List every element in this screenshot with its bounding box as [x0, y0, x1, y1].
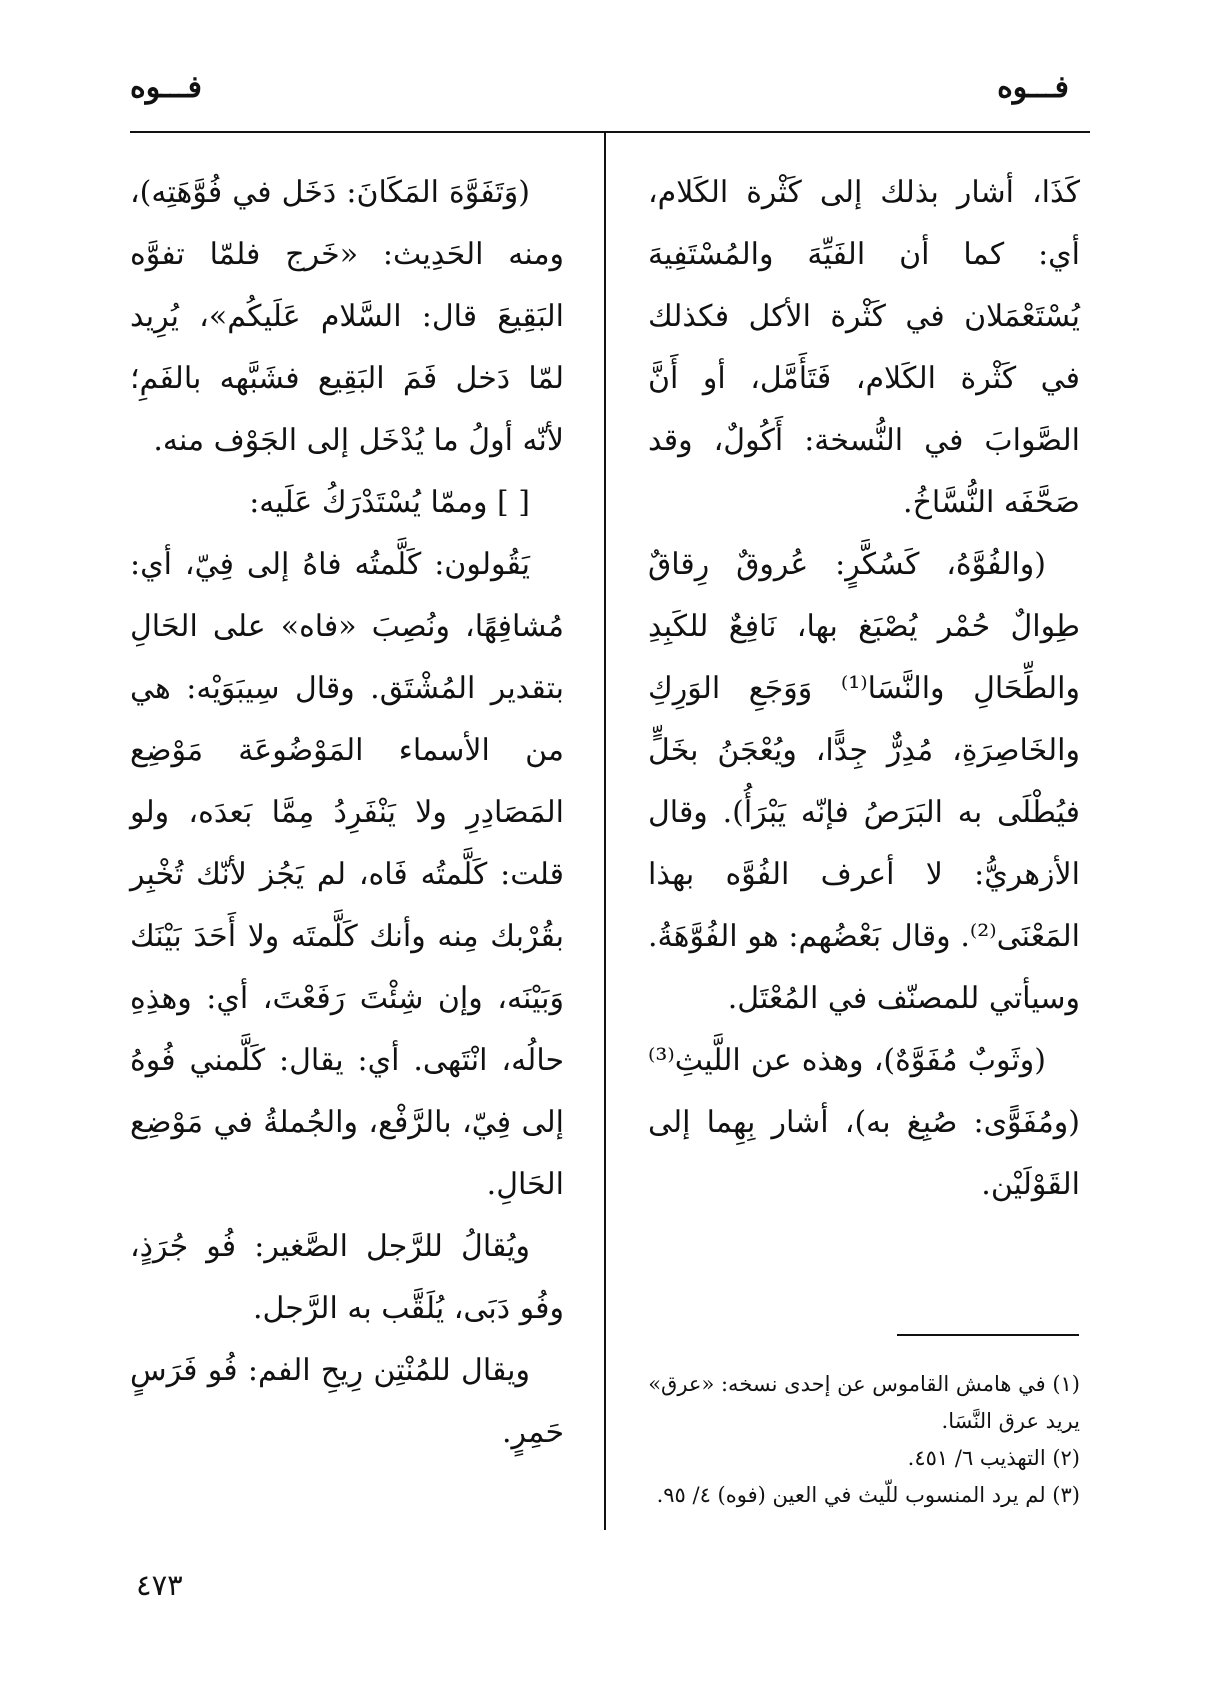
page-number: ٤٧٣ — [136, 1568, 183, 1602]
left-column — [130, 162, 564, 1464]
footnote-rule — [897, 1334, 1079, 1336]
header-rule — [130, 131, 1090, 133]
footnote: (٢) التهذيب ٦/ ٤٥١. — [907, 1446, 1080, 1470]
left-paragraph: (وَتَفَوَّهَ المَكَانَ: دَخَل في فُوَّهَتِه)، ومنه الحَدِيث: «خَرج فلمّا تفوَّه البَقِيعَ قال: السَّلام عَلَيكُم»، يُرِيد لمّا دَخل فَمَ البَقِيع فشَبَّهه بالفَمِ؛ لأنّه أولُ ما يُدْخَل إلى الجَوْف منه. — [130, 175, 564, 458]
right-paragraph: (والفُوَّهُ، كَسُكَّرٍ: عُروقٌ رِقاقٌ طِوالٌ حُمْر يُصْبَغ بها، نَافِعٌ للكَبِدِ والطِّحَالِ والنَّسَا⁽¹⁾ وَوَجَعِ الوَرِكِ والخَاصِرَةِ، مُدِرٌّ جِدًّا، ويُعْجَنُ بخَلٍّ فيُطْلَى به البَرَصُ فإنّه يَبْرَأُ). وقال الأزهريُّ: لا أعرف الفُوَّه بهذا المَعْنَى⁽²⁾. وقال بَعْضُهم: هو الفُوَّهَةُ. وسيأتي للمصنّف في المُعْتَل. — [648, 547, 1080, 1016]
running-header-right: فـــوه — [997, 70, 1069, 105]
right-paragraph: (وثَوبٌ مُفَوَّهٌ)، وهذه عن اللَّيثِ⁽³⁾ (ومُفَوًّى: صُبِغ به)، أشار بِهِما إلى القَوْلَيْن. — [648, 1043, 1080, 1202]
column-divider — [604, 133, 606, 1530]
footnote: (٣) لم يرد المنسوب للّيث في العين (فوه) ٤/ ٩٥. — [656, 1483, 1080, 1507]
footnotes — [648, 1366, 1080, 1514]
right-paragraph: كَذَا، أشار بذلك إلى كَثْرة الكَلام، أي: كما أن الفَيِّهَ والمُسْتَفِيهَ يُسْتَعْمَلان في كَثْرة الأكل فكذلك في كَثْرة الكَلام، فَتَأَمَّل، أو أَنَّ الصَّوابَ في النُّسخة: أَكُولٌ، وقد صَحَّفَه النُّسَّاخُ. — [648, 175, 1080, 520]
left-paragraph: ويُقالُ للرَّجل الصَّغير: فُو جُرَذٍ، وفُو دَبَى، يُلَقَّب به الرَّجل. — [130, 1229, 564, 1326]
running-header-left: فـــوه — [130, 70, 202, 105]
left-paragraph: [ ] وممّا يُسْتَدْرَكُ عَلَيه: — [249, 485, 530, 520]
right-column — [648, 162, 1080, 1216]
left-paragraph: يَقُولون: كَلَّمتُه فاهُ إلى فِيّ، أي: مُشافِهًا، ونُصِبَ «فاه» على الحَالِ بتقدير المُشْتَق. وقال سِيبَوَيْه: هي من الأسماء المَوْضُوعَة مَوْضِع المَصَادِرِ ولا يَنْفَرِدُ مِمَّا بَعدَه، ولو قلت: كَلَّمتُه فَاه، لم يَجُز لأنّك تُخْبِر بقُرْبك مِنه وأنك كَلَّمتَه ولا أَحَدَ بَيْنَك وَبَيْنَه، وإن شِئْتَ رَفَعْتَ، أي: وهذِهِ حالُه، انْتَهى. أي: يقال: كَلَّمني فُوهُ إلى فِيّ، بالرَّفْع، والجُملةُ في مَوْضِع الحَالِ. — [130, 547, 564, 1202]
footnote: (١) في هامش القاموس عن إحدى نسخه: «عرق» يريد عرق النَّسَا. — [648, 1372, 1080, 1433]
left-paragraph: ويقال للمُنْتِن رِيحِ الفم: فُو فَرَسٍ حَمِرٍ. — [130, 1353, 564, 1450]
